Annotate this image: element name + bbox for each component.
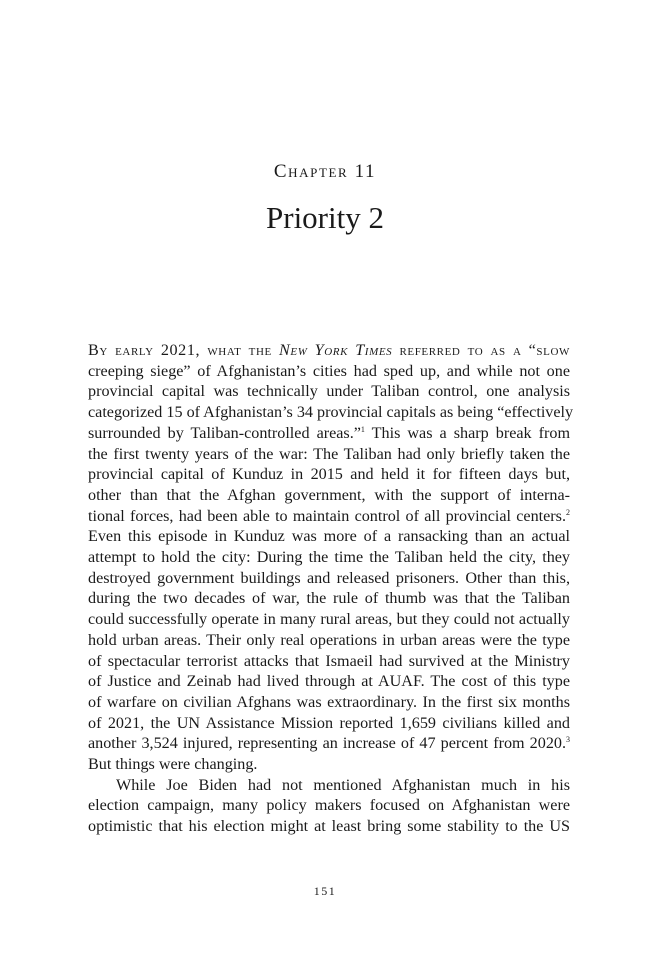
- body-line: But things were changing.: [88, 756, 258, 774]
- chapter-body: [88, 341, 574, 838]
- body-line: hold urban areas. Their only real operations in urban areas were the type: [88, 631, 570, 649]
- body-line: provincial capital was technically under Taliban control, one analysis: [88, 383, 570, 401]
- body-line: While Joe Biden had not mentioned Afghanistan much in his: [116, 776, 570, 794]
- body-line: attempt to hold the city: During the time the Taliban held the city, they: [88, 549, 570, 567]
- body-line: Even this episode in Kunduz was more of a ransacking than an actual: [88, 528, 570, 546]
- body-line: categorized 15 of Afghanistan’s 34 provincial capitals as being “effectively: [88, 404, 574, 422]
- body-line: creeping siege” of Afghanistan’s cities had sped up, and while not one: [88, 362, 570, 380]
- body-line: optimistic that his election might at least bring some stability to the US: [88, 818, 570, 836]
- chapter-title: Priority 2: [266, 200, 384, 235]
- body-line: [88, 734, 570, 755]
- body-line: of warfare on civilian Afghans was extraordinary. In the first six months: [88, 693, 570, 711]
- opening-small-caps-rest: referred to as a “slow: [392, 342, 570, 359]
- body-line: provincial capital of Kunduz in 2015 and held it for fifteen days but,: [88, 466, 570, 484]
- body-line: destroyed government buildings and released prisoners. Other than this,: [88, 569, 570, 587]
- body-line: of spectacular terrorist attacks that Ismaeil had survived at the Ministry: [88, 652, 570, 670]
- body-text-segment: another 3,524 injured, representing an increase of 47 percent from 2020.: [88, 735, 566, 753]
- page-number: 151: [313, 884, 337, 898]
- body-line: [88, 341, 570, 362]
- body-text-segment: This was a sharp break from: [364, 424, 571, 442]
- body-line: [88, 424, 570, 445]
- body-text-segment: tional forces, had been able to maintain control of all provincial centers.: [88, 507, 566, 525]
- body-line: of 2021, the UN Assistance Mission reported 1,659 civilians killed and: [88, 714, 570, 732]
- footnote-marker: 3: [566, 735, 570, 745]
- body-text-segment: surrounded by Taliban-controlled areas.”: [88, 424, 361, 442]
- body-line: the first twenty years of the war: The Taliban had only briefly taken the: [88, 445, 570, 463]
- chapter-label: Chapter 11: [273, 161, 377, 182]
- body-line: of Justice and Zeinab had lived through at AUAF. The cost of this type: [88, 673, 570, 691]
- body-line: could successfully operate in many rural areas, but they could not actually: [88, 611, 570, 629]
- body-line: other than that the Afghan government, with the support of interna-: [88, 486, 570, 504]
- footnote-marker: 2: [566, 507, 570, 517]
- footnote-marker: 1: [360, 424, 365, 434]
- body-line: during the two decades of war, the rule of thumb was that the Taliban: [88, 590, 570, 608]
- body-line: [88, 507, 570, 528]
- opening-small-caps: By early 2021, what the: [88, 342, 280, 359]
- body-line: election campaign, many policy makers focused on Afghanistan were: [88, 797, 570, 815]
- publication-title: New York Times: [279, 342, 393, 359]
